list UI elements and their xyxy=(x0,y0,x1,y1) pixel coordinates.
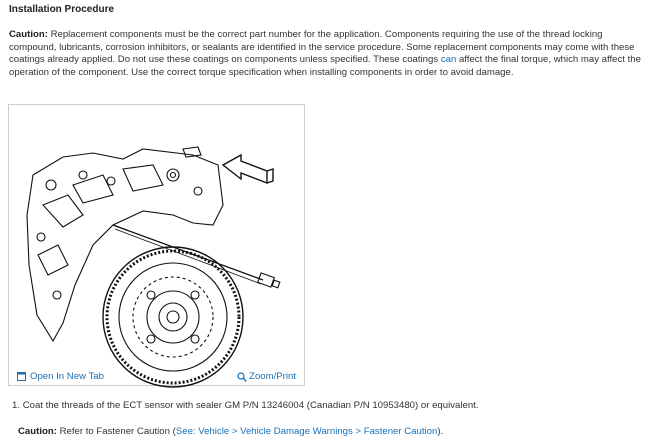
fastener-caution-link[interactable]: See: Vehicle > Vehicle Damage Warnings > Fastener Caution xyxy=(175,426,438,437)
caution-text-2: affect the final torque, which may affect the operation of the component. Use the correct torque specification when installing components in order to avoid damage. xyxy=(9,54,641,78)
magnifier-icon xyxy=(237,372,247,382)
open-in-new-tab-icon xyxy=(17,372,26,381)
step-text: Coat the threads of the ECT sensor with sealer GM P/N 13246004 (Canadian P/N 10953480) or equivalent. xyxy=(22,400,479,411)
section-heading: Installation Procedure xyxy=(9,4,115,15)
open-in-new-tab-button[interactable] xyxy=(17,371,104,382)
caution-text-1: Replacement components must be the correct part number for the application. Components requiring the use of the thread locking compound, lubricants, corrosion inhibitors, or sealants are identified in the service procedure. Some replacement components may come with these coatings already applied. Do not use these coatings on components unless specified. These coatings xyxy=(9,29,635,66)
fastener-caution xyxy=(18,426,443,437)
step-number: 1. xyxy=(12,400,21,411)
figure-toolbar xyxy=(15,371,298,385)
caution2-text-before: Refer to Fastener Caution ( xyxy=(56,426,176,437)
open-in-new-tab-label: Open In New Tab xyxy=(30,371,104,382)
step-item xyxy=(12,400,478,411)
zoom-print-label: Zoom/Print xyxy=(249,371,296,382)
zoom-print-button[interactable] xyxy=(237,371,296,382)
caution2-label: Caution: xyxy=(18,426,57,437)
caution-label: Caution: xyxy=(9,29,48,40)
caution-paragraph xyxy=(9,29,643,79)
caution2-text-after: ). xyxy=(437,426,444,437)
can-link[interactable]: can xyxy=(440,54,457,66)
engine-illustration xyxy=(23,145,293,393)
illustration-figure xyxy=(8,104,305,386)
